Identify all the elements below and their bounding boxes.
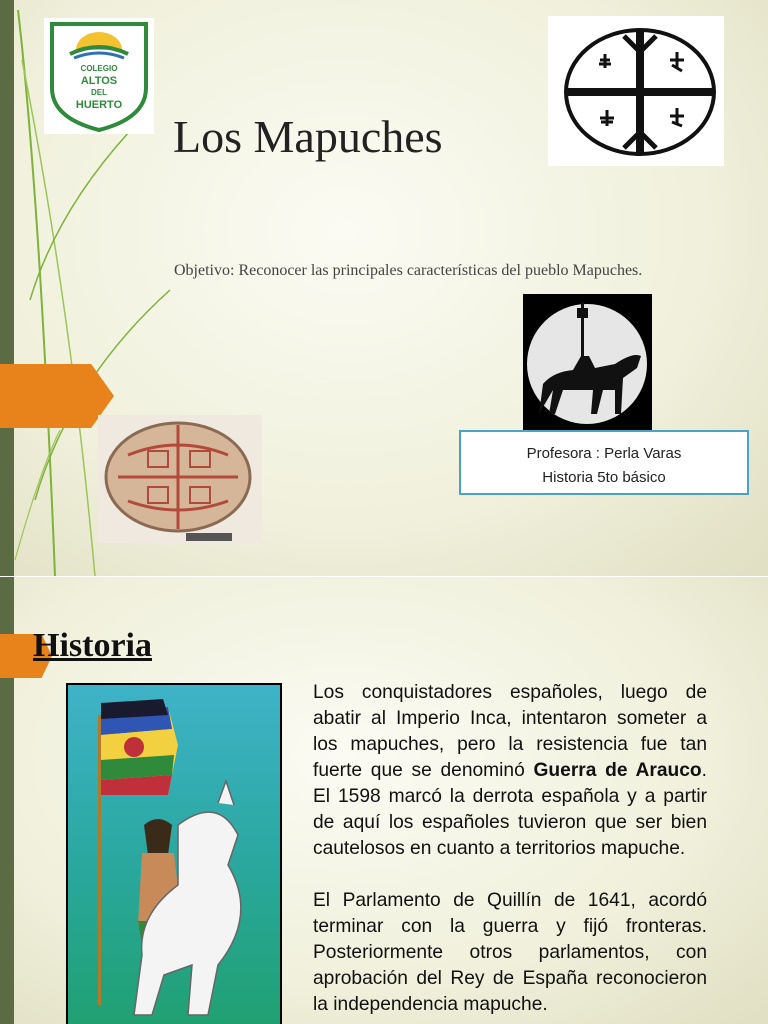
school-logo — [44, 18, 154, 134]
course-label: Historia 5to básico — [542, 469, 666, 486]
history-paragraph-1 — [313, 680, 707, 862]
history-slide — [0, 577, 768, 1024]
warrior-silhouette-image — [523, 294, 652, 432]
teacher-name: Profesora : Perla Varas — [526, 445, 682, 462]
slide-title: Los Mapuches — [173, 111, 443, 162]
logo-line2: ALTOS — [80, 75, 118, 87]
mapuche-symbol-image — [548, 16, 724, 166]
logo-line1: COLEGIO — [80, 64, 118, 73]
paragraph-1-bold-term: Guerra de Arauco — [533, 760, 702, 781]
teacher-info-box — [459, 430, 749, 495]
kultrun-drum-image — [98, 415, 262, 543]
mapuche-warrior-illustration — [66, 683, 282, 1024]
logo-line3: DEL — [91, 88, 107, 97]
logo-line4: HUERTO — [75, 99, 123, 111]
orange-tab-marker — [0, 364, 114, 428]
paragraph-1-text: Los conquistadores españoles, luego de abatir al Imperio Inca, intentaron someter a los mapuches, pero la resistencia fue tan fuerte que se denominó — [313, 682, 707, 781]
history-body — [313, 680, 707, 1024]
history-paragraph-2: El Parlamento de Quillín de 1641, acordó terminar con la guerra y fijó fronteras. Posteriormente otros parlamentos, con aprobación del Rey de España reconocieron la independencia mapuche. — [313, 890, 707, 1015]
section-title: Historia — [33, 627, 152, 664]
paragraph-1-text-end: . El 1598 marcó la derrota española y a partir de aquí los españoles tuvieron que ser bien cautelosos en cuanto a territorios mapuche. — [313, 760, 707, 859]
objective-text: Objetivo: Reconocer las principales características del pueblo Mapuches. — [174, 262, 643, 279]
